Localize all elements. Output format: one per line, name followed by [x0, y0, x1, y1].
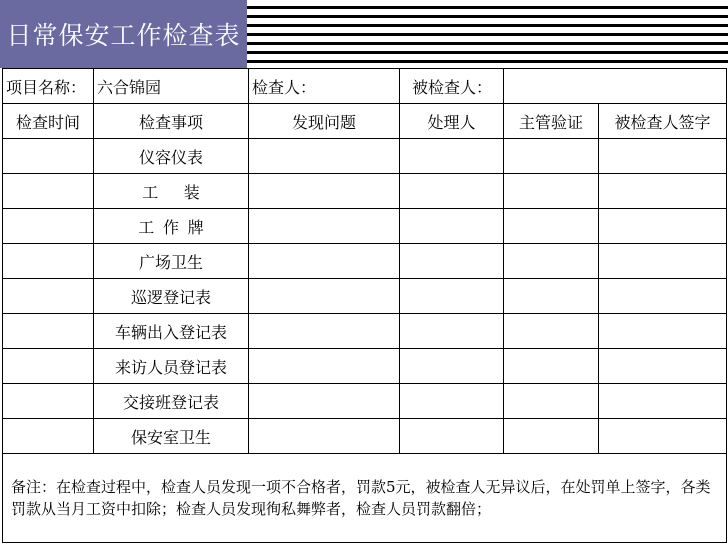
- item-cell: 保安室卫生: [94, 419, 249, 454]
- time-cell[interactable]: [3, 349, 94, 384]
- time-cell[interactable]: [3, 384, 94, 419]
- table-row: [3, 419, 727, 454]
- verify-cell[interactable]: [504, 384, 599, 419]
- verify-cell[interactable]: [504, 279, 599, 314]
- time-cell[interactable]: [3, 139, 94, 174]
- table-row: [3, 384, 727, 419]
- header-row: [3, 104, 727, 139]
- table-row: [3, 209, 727, 244]
- handler-cell[interactable]: [400, 349, 504, 384]
- verify-cell[interactable]: [504, 174, 599, 209]
- verify-cell[interactable]: [504, 139, 599, 174]
- table-row: [3, 139, 727, 174]
- inspectee-label: 被检查人：: [400, 69, 504, 104]
- table-row: [3, 349, 727, 384]
- handler-cell[interactable]: [400, 384, 504, 419]
- verify-cell[interactable]: [504, 244, 599, 279]
- note-row: [3, 454, 727, 543]
- project-value: 六合锦园: [94, 69, 249, 104]
- item-cell: 巡逻登记表: [94, 279, 249, 314]
- table-row: [3, 174, 727, 209]
- time-cell[interactable]: [3, 314, 94, 349]
- item-cell: [94, 209, 249, 244]
- issue-cell[interactable]: [249, 314, 400, 349]
- handler-cell[interactable]: [400, 139, 504, 174]
- handler-cell[interactable]: [400, 419, 504, 454]
- handler-cell[interactable]: [400, 209, 504, 244]
- note-text: 备注：在检查过程中，检查人员发现一项不合格者，罚款5元，被检查人无异议后，在处罚单上签字，各类罚款从当月工资中扣除；检查人员发现徇私舞弊者，检查人员罚款翻倍；: [11, 478, 711, 518]
- signature-cell[interactable]: [599, 174, 727, 209]
- signature-cell[interactable]: [599, 209, 727, 244]
- column-header: 被检查人签字: [599, 104, 727, 139]
- signature-cell[interactable]: [599, 244, 727, 279]
- issue-cell[interactable]: [249, 174, 400, 209]
- project-label: 项目名称：: [3, 69, 94, 104]
- issue-cell[interactable]: [249, 384, 400, 419]
- issue-cell[interactable]: [249, 419, 400, 454]
- table-row: [3, 279, 727, 314]
- verify-cell[interactable]: [504, 349, 599, 384]
- table-row: [3, 314, 727, 349]
- signature-cell[interactable]: [599, 349, 727, 384]
- signature-cell[interactable]: [599, 279, 727, 314]
- inspector-label: 检查人：: [249, 69, 400, 104]
- item-cell: 仪容仪表: [94, 139, 249, 174]
- item-label: 工作牌: [138, 217, 213, 237]
- time-cell[interactable]: [3, 209, 94, 244]
- issue-cell[interactable]: [249, 349, 400, 384]
- issue-cell[interactable]: [249, 279, 400, 314]
- inspection-table: [2, 68, 727, 543]
- signature-cell[interactable]: [599, 139, 727, 174]
- signature-cell[interactable]: [599, 314, 727, 349]
- time-cell[interactable]: [3, 419, 94, 454]
- item-cell: 来访人员登记表: [94, 349, 249, 384]
- verify-cell[interactable]: [504, 209, 599, 244]
- item-label: 工装: [142, 182, 226, 202]
- item-cell: [94, 174, 249, 209]
- handler-cell[interactable]: [400, 244, 504, 279]
- time-cell[interactable]: [3, 174, 94, 209]
- sheet-title: 日常保安工作检查表: [0, 0, 247, 68]
- signature-cell[interactable]: [599, 419, 727, 454]
- issue-cell[interactable]: [249, 244, 400, 279]
- item-cell: 广场卫生: [94, 244, 249, 279]
- verify-cell[interactable]: [504, 314, 599, 349]
- verify-cell[interactable]: [504, 419, 599, 454]
- table-row: [3, 244, 727, 279]
- issue-cell[interactable]: [249, 139, 400, 174]
- handler-cell[interactable]: [400, 279, 504, 314]
- column-header: 检查事项: [94, 104, 249, 139]
- column-header: 检查时间: [3, 104, 94, 139]
- time-cell[interactable]: [3, 244, 94, 279]
- item-cell: 车辆出入登记表: [94, 314, 249, 349]
- handler-cell[interactable]: [400, 314, 504, 349]
- note-cell: [3, 454, 727, 543]
- time-cell[interactable]: [3, 279, 94, 314]
- column-header: 主管验证: [504, 104, 599, 139]
- item-cell: 交接班登记表: [94, 384, 249, 419]
- inspectee-field[interactable]: [504, 69, 727, 104]
- header-stripes: [247, 0, 728, 68]
- handler-cell[interactable]: [400, 174, 504, 209]
- column-header: 处理人: [400, 104, 504, 139]
- issue-cell[interactable]: [249, 209, 400, 244]
- signature-cell[interactable]: [599, 384, 727, 419]
- column-header: 发现问题: [249, 104, 400, 139]
- info-row: [3, 69, 727, 104]
